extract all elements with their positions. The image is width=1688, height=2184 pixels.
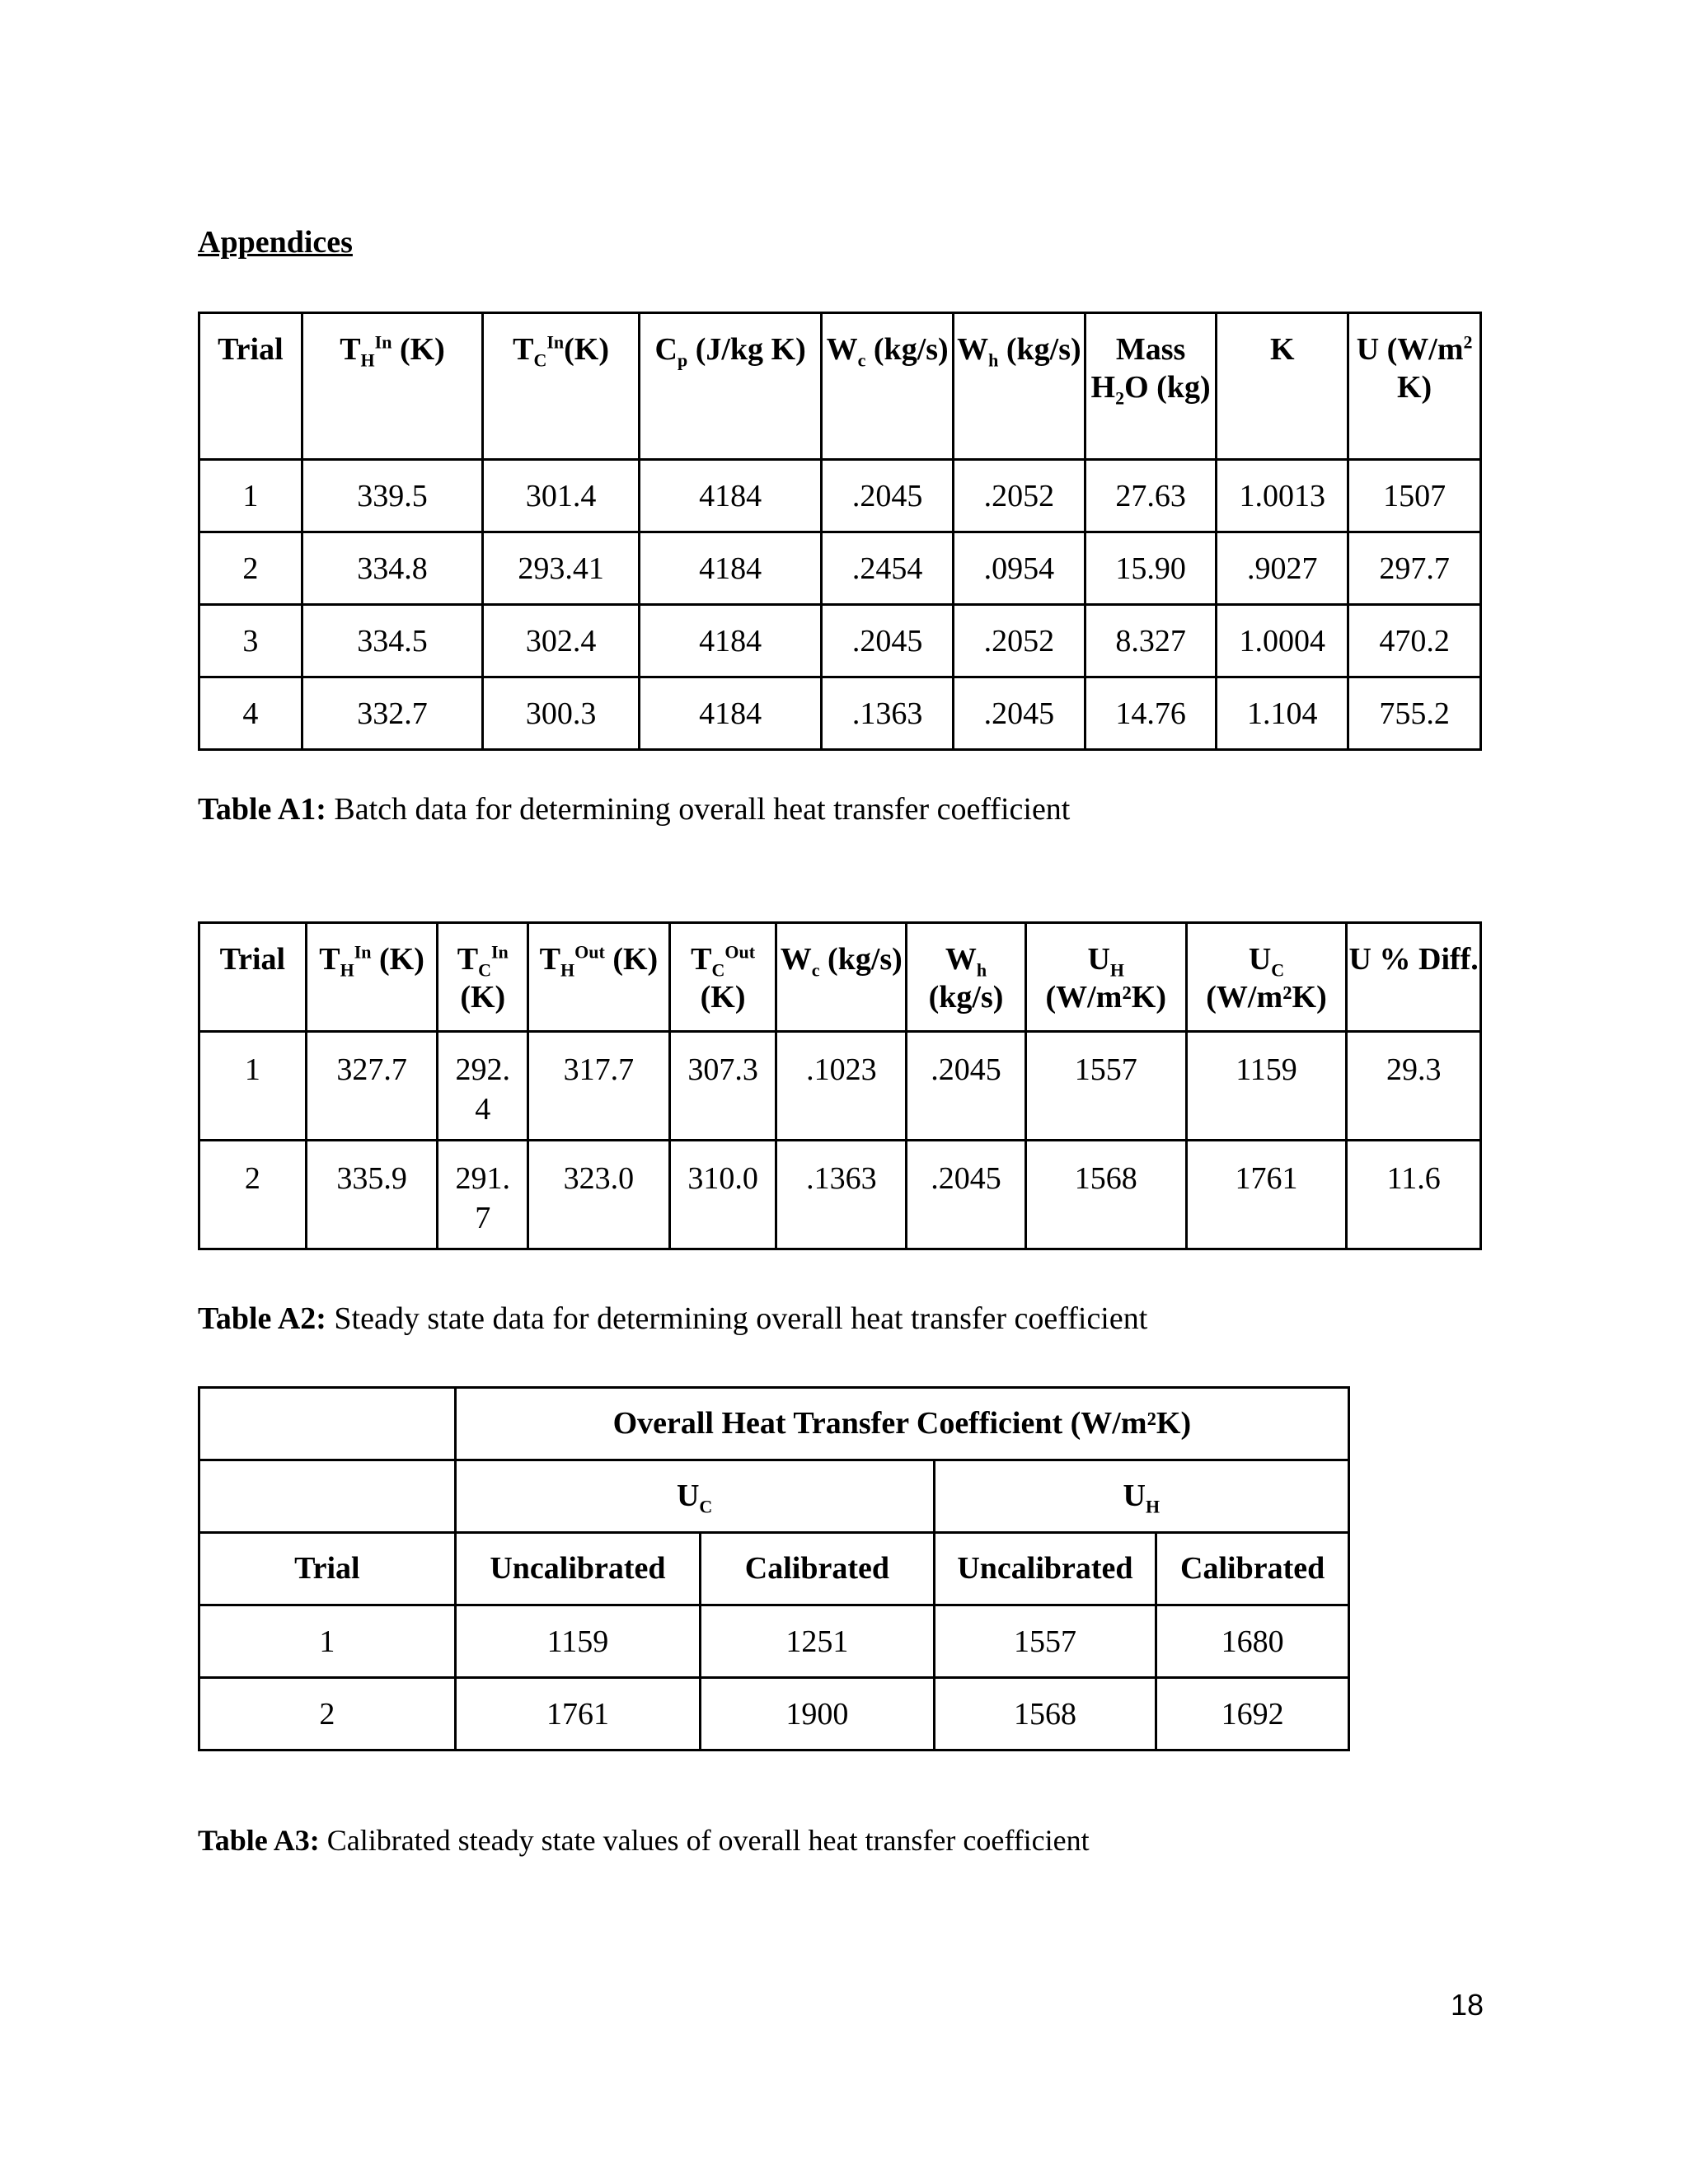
table-cell: 300.3 <box>483 677 640 750</box>
header-subscript: H <box>1109 959 1125 981</box>
table-cell: 293.41 <box>483 532 640 605</box>
header-symbol: U (W/m <box>1356 332 1464 367</box>
header-symbol: T <box>319 942 340 977</box>
page-heading: Appendices <box>198 225 353 260</box>
table-cell: 1568 <box>934 1678 1156 1750</box>
table-cell: 2 <box>199 1678 456 1750</box>
table-a3-subheader: Calibrated <box>701 1533 934 1605</box>
header-superscript: Out <box>724 941 756 963</box>
table-cell: 310.0 <box>669 1141 776 1249</box>
header-superscript: In <box>490 941 509 963</box>
table-a1-header <box>1217 313 1348 460</box>
group-symbol: U <box>676 1479 700 1514</box>
table-cell: 1159 <box>455 1605 701 1678</box>
header-symbol: T <box>539 942 560 977</box>
table-cell: 1761 <box>1186 1141 1347 1249</box>
header-superscript: In <box>546 331 565 353</box>
table-a2-header-row <box>199 923 1481 1032</box>
table-cell: .2045 <box>822 605 954 677</box>
table-cell: 291.7 <box>438 1141 528 1249</box>
header-symbol: W <box>826 332 858 367</box>
header-symbol: Mass H <box>1090 332 1186 405</box>
table-cell: 11.6 <box>1347 1141 1481 1249</box>
header-subscript: h <box>976 959 987 981</box>
table-cell: 332.7 <box>302 677 482 750</box>
table-cell: 2 <box>199 532 302 605</box>
table-cell: 1.104 <box>1217 677 1348 750</box>
table-cell: 4184 <box>639 460 821 532</box>
table-cell: .1363 <box>822 677 954 750</box>
table-cell: 1568 <box>1025 1141 1186 1249</box>
table-cell: .2052 <box>954 605 1085 677</box>
header-symbol: K <box>1270 332 1295 367</box>
table-cell: 1680 <box>1156 1605 1349 1678</box>
table-cell: 29.3 <box>1347 1032 1481 1141</box>
table-a2-header <box>776 923 907 1032</box>
header-superscript: 2 <box>1463 331 1473 353</box>
table-a2-caption <box>198 1301 1147 1337</box>
table-cell: .1363 <box>776 1141 907 1249</box>
table-a1-header <box>822 313 954 460</box>
header-unit: (kg/s) <box>998 332 1081 367</box>
table-row <box>199 460 1481 532</box>
header-subscript: C <box>533 349 547 371</box>
table-cell: 755.2 <box>1348 677 1481 750</box>
table-a2-header <box>907 923 1026 1032</box>
caption-text: Steady state data for determining overall heat transfer coefficient <box>326 1301 1148 1336</box>
table-a1-caption <box>198 791 1070 827</box>
header-symbol: W <box>945 942 977 977</box>
table-cell: 4184 <box>639 677 821 750</box>
table-cell: 1761 <box>455 1678 701 1750</box>
table-cell: 1 <box>199 460 302 532</box>
header-subscript: h <box>988 349 999 371</box>
header-unit: (K) <box>371 942 424 977</box>
table-a2-header <box>528 923 670 1032</box>
table-cell: 2 <box>199 1141 307 1249</box>
header-unit: (K) <box>460 980 506 1015</box>
table-a2-header <box>1347 923 1481 1032</box>
table-cell: .2045 <box>907 1141 1026 1249</box>
header-symbol: T <box>457 942 479 977</box>
table-row <box>199 1141 1481 1249</box>
table-cell: 317.7 <box>528 1032 670 1141</box>
table-a1-header-row <box>199 313 1481 460</box>
table-cell: 15.90 <box>1085 532 1217 605</box>
header-unit: (kg/s) <box>819 942 903 977</box>
table-cell: 335.9 <box>306 1141 438 1249</box>
header-symbol: C <box>654 332 678 367</box>
table-a3-subheader: Calibrated <box>1156 1533 1349 1605</box>
header-subscript: H <box>360 349 375 371</box>
table-cell: 301.4 <box>483 460 640 532</box>
table-row <box>199 532 1481 605</box>
table-cell: .2045 <box>907 1032 1026 1141</box>
table-cell: 1251 <box>701 1605 934 1678</box>
table-cell: 307.3 <box>669 1032 776 1141</box>
table-a1-header <box>954 313 1085 460</box>
table-cell: 8.327 <box>1085 605 1217 677</box>
table-a1-header <box>199 313 302 460</box>
table-a3-group-uc <box>455 1460 934 1533</box>
table-cell: 1159 <box>1186 1032 1347 1141</box>
table-row <box>199 605 1481 677</box>
table-a3-empty-cell <box>199 1460 456 1533</box>
table-cell: 1557 <box>1025 1032 1186 1141</box>
group-subscript: C <box>699 1496 713 1517</box>
header-unit: (J/kg K) <box>687 332 806 367</box>
table-cell: .9027 <box>1217 532 1348 605</box>
table-a3-subheader: Uncalibrated <box>934 1533 1156 1605</box>
header-symbol: W <box>957 332 989 367</box>
caption-label: Table A2: <box>198 1301 326 1336</box>
table-cell: 339.5 <box>302 460 482 532</box>
header-unit: (W/m²K) <box>1206 980 1327 1015</box>
table-cell: 1.0004 <box>1217 605 1348 677</box>
header-symbol: Trial <box>219 942 286 977</box>
header-symbol: U <box>1348 942 1372 977</box>
table-a2-header <box>1025 923 1186 1032</box>
header-superscript: In <box>374 331 392 353</box>
table-a2-header <box>669 923 776 1032</box>
table-cell: 1900 <box>701 1678 934 1750</box>
table-cell: 470.2 <box>1348 605 1481 677</box>
caption-label: Table A1: <box>198 792 326 827</box>
header-unit: (W/m²K) <box>1045 980 1166 1015</box>
header-symbol: U <box>1248 942 1272 977</box>
header-subscript: p <box>677 349 688 371</box>
header-unit: (K) <box>392 332 445 367</box>
table-a1 <box>198 312 1482 751</box>
table-cell: 1 <box>199 1605 456 1678</box>
group-subscript: H <box>1145 1496 1160 1517</box>
header-unit: (K) <box>564 332 610 367</box>
page-number: 18 <box>1450 1988 1484 2022</box>
table-a3 <box>198 1386 1350 1751</box>
table-cell: .2052 <box>954 460 1085 532</box>
table-row <box>199 1605 1349 1678</box>
table-a1-header <box>1085 313 1217 460</box>
header-subscript: H <box>560 959 575 981</box>
header-subscript: H <box>340 959 354 981</box>
table-a3-title-row <box>199 1388 1349 1460</box>
table-a3-group-uh <box>934 1460 1348 1533</box>
table-cell: 297.7 <box>1348 532 1481 605</box>
table-cell: 1557 <box>934 1605 1156 1678</box>
table-a1-header <box>639 313 821 460</box>
header-unit: % Diff. <box>1372 942 1479 977</box>
table-cell: 323.0 <box>528 1141 670 1249</box>
table-a1-header <box>1348 313 1481 460</box>
table-cell: 14.76 <box>1085 677 1217 750</box>
header-subscript: C <box>478 959 491 981</box>
header-unit: O (kg) <box>1124 370 1211 405</box>
table-a2-header <box>199 923 307 1032</box>
table-cell: 334.8 <box>302 532 482 605</box>
header-symbol: T <box>340 332 361 367</box>
table-a3-subheader-row <box>199 1533 1349 1605</box>
header-unit: (K) <box>604 942 659 977</box>
header-superscript: In <box>354 941 372 963</box>
header-symbol: U <box>1087 942 1110 977</box>
header-unit: (K) <box>700 980 746 1015</box>
table-cell: 27.63 <box>1085 460 1217 532</box>
header-symbol: T <box>513 332 534 367</box>
table-cell: 4184 <box>639 605 821 677</box>
table-cell: 1.0013 <box>1217 460 1348 532</box>
header-superscript: Out <box>574 941 605 963</box>
table-cell: .2045 <box>954 677 1085 750</box>
header-subscript: c <box>857 349 866 371</box>
group-symbol: U <box>1123 1479 1146 1514</box>
table-cell: 3 <box>199 605 302 677</box>
table-cell: 327.7 <box>306 1032 438 1141</box>
table-a2-header <box>1186 923 1347 1032</box>
header-unit: (kg/s) <box>865 332 949 367</box>
table-cell: .2454 <box>822 532 954 605</box>
table-cell: .1023 <box>776 1032 907 1141</box>
header-subscript: c <box>811 959 820 981</box>
table-a3-trial-header: Trial <box>199 1533 456 1605</box>
table-a3-group-row <box>199 1460 1349 1533</box>
table-a3-empty-cell <box>199 1388 456 1460</box>
table-row <box>199 1032 1481 1141</box>
header-subscript: 2 <box>1115 387 1125 409</box>
table-a2-header <box>438 923 528 1032</box>
table-cell: 1692 <box>1156 1678 1349 1750</box>
caption-label: Table A3: <box>198 1824 320 1857</box>
table-a1-header <box>483 313 640 460</box>
table-a2 <box>198 921 1482 1250</box>
table-a3-subheader: Uncalibrated <box>455 1533 701 1605</box>
table-a2-header <box>306 923 438 1032</box>
header-symbol: W <box>780 942 812 977</box>
table-cell: 292.4 <box>438 1032 528 1141</box>
table-a3-title: Overall Heat Transfer Coefficient (W/m²K) <box>455 1388 1348 1460</box>
header-unit: (kg/s) <box>928 980 1004 1015</box>
table-cell: 1 <box>199 1032 307 1141</box>
table-row <box>199 1678 1349 1750</box>
caption-text: Batch data for determining overall heat transfer coefficient <box>326 792 1071 827</box>
header-symbol: T <box>691 942 712 977</box>
header-symbol: Trial <box>218 332 284 367</box>
table-cell: .0954 <box>954 532 1085 605</box>
caption-text: Calibrated steady state values of overall heat transfer coefficient <box>319 1824 1090 1857</box>
table-a1-header <box>302 313 482 460</box>
table-a3-caption <box>198 1823 1090 1858</box>
header-subscript: C <box>711 959 725 981</box>
table-row <box>199 677 1481 750</box>
table-cell: 4 <box>199 677 302 750</box>
table-cell: 302.4 <box>483 605 640 677</box>
table-cell: 1507 <box>1348 460 1481 532</box>
table-cell: 4184 <box>639 532 821 605</box>
table-cell: .2045 <box>822 460 954 532</box>
header-unit: K) <box>1396 370 1432 405</box>
table-cell: 334.5 <box>302 605 482 677</box>
header-subscript: C <box>1271 959 1285 981</box>
